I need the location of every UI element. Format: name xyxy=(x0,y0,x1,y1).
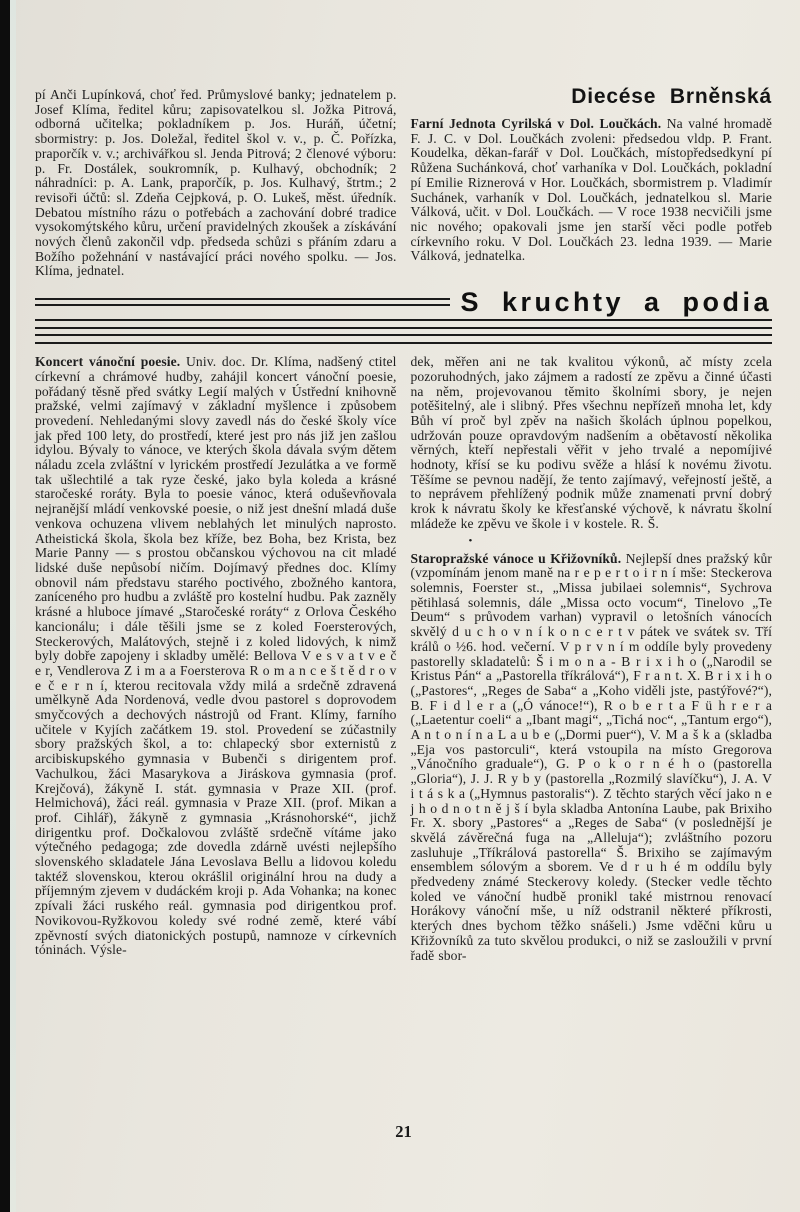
section-heading-band xyxy=(35,288,772,344)
krizovnici-article-text: Nejlepší dnes pražský kůr (vzpomínám jenom maně na r e p e r t o i r n í mše: Steckerova solemnis, Foerster st., „Missa jubilaei solemnis“, Sychrova pětihlasá solemnis, dále „Missa octo vocum“, Tinelovo „Te Deum“ s průvodem varhan) vypravil o letošních vánocích skvělý d u c h o v n í k o n c e r t v pátek ve svátek sv. Tří králů o ½6. hod. večerní. V p r v n í m oddíle byly provedeny pastorelly skladatelů: Š i m o n a - B r i x i h o („Narodil se Kristus Pán“ a „Pastorella tříkrálová“), F r a n t. X. B r i x i h o („Pastores“, „Reges de Saba“ a „Koho viděli jste, pastýřové?“), B. F i d l e r a („Ó vánoce!“), R o b e r t a F ü h r e r a („Laetentur coeli“ a „Ibant magi“, „Tichá noc“, „Tantum ergo“), A n t o n í n a L a u b e („Dormi puer“), V. M a š k a (skladba „Eja vos pastorculi“, která vstoupila na místo Gregorova „Vánočního graduale“), G. P o k o r n é h o (pastorella „Gloria“), J. J. R y b y (pastorella „Rozmilý slavíčku“), J. A. V i t á s k a („Hymnus pastoralis“). Z těchto starých věcí jako n e j h o d n o t n ě j š í byla skladba Antonína Laube, pak Brixiho Fr. X. sbory „Pastores“ a „Reges de Saba“ (v poslednější je skvělá závěrečná fuga na „Alleluja“); zvláštního pozoru zasluhuje „Tříkrálová pastorella“ Š. Brixiho se zajímavým ensemblem sólovým a sborem. Ve d r u h é m oddílu byly předvedeny známé Steckerovy koledy. (Stecker vedle těchto koled ve vánoční hudbě pronikl také mistrnou renovací Horákovy vánoční mše, u níž odstranil některé příkrosti, kterých dnes bychom těžko snášeli.) Jsme vděčni kůru u Křižovníků za tuto skvělou produkci, o niž se zasloužili v první řadě sbor- xyxy=(410,550,772,963)
section-title: S kruchty a podia xyxy=(460,287,772,318)
concert-article-lead: Koncert vánoční poesie. xyxy=(35,354,181,370)
rule-line xyxy=(35,304,450,306)
section-heading-row xyxy=(35,288,772,316)
page-content xyxy=(35,85,772,963)
krizovnici-article-lead: Staropražské vánoce u Křižovníků. xyxy=(410,550,622,566)
concert-article xyxy=(35,355,397,958)
top-left-column xyxy=(35,88,397,279)
top-right-column xyxy=(410,85,773,279)
main-right-column xyxy=(411,355,773,963)
top-section xyxy=(35,85,772,279)
diocese-article-text: Na valné hromadě F. J. C. v Dol. Loučkách zvoleni: předsedou vldp. P. Frant. Koudelka, děkan-farář v Dol. Loučkách, místopředsedkyní pí Růžena Suchánková, choť varhaníka v Dol. Loučkách, pokladní pí Emilie Riznerová v Hor. Loučkách, sbormistrem p. Vladimír Suchánek, varhaník v Dol. Loučkách, jednatelkou sl. Marie Válková, učit. v Dol. Loučkách. — V roce 1938 necvičili jsme nic nového; opakovali jsme jen starší věci podle potřeb církevního roku. V Dol. Loučkách 23. ledna 1939. — Marie Válková, jednatelka. xyxy=(410,116,772,264)
page-number: 21 xyxy=(395,1122,412,1141)
diocese-article-lead: Farní Jednota Cyrilská v Dol. Loučkách. xyxy=(410,116,662,131)
diocese-heading: Diecése Brněnská xyxy=(571,85,772,108)
diocese-paragraph xyxy=(411,117,773,264)
decorative-double-rule xyxy=(35,334,772,344)
concert-article-text: Univ. doc. Dr. Klíma, nadšený ctitel církevní a chrámové hudby, zahájil koncert vánoční poesie, pořádaný těsně před svátky Legií malých v Ústřední knihovně pražské, velmi zajímavý v základní myšlence i způsobem provedení. Nehledanými slovy zavedl nás do české školy více jak před 100 lety, do prostředí, které jest pro nás již jen zašlou idylou. Bývaly to vánoce, ve kterých škola dávala svým dětem náladu zcela zvláštní v lyrickém prostředí Jezulátka a ve formě tak ušlechtilé a tak ryze české, jako byla koleda a krásné staročeské roráty. Byla to poesie vánoc, která oduševňovala nejranější mládí venkovské poesie, o niž jest dnešní mladá duše venkova ochuzena vlivem neblahých let minulých naprosto. Atheistická škola, škola bez kříže, bez Boha, bez Krista, bez Marie Panny — s prostou občanskou výchovou na cit mladé lidské duše nepůsobí ničím. Dojímavý přednes doc. Klímy obnovil nám představu starého poctivého, zbožného kantora, zaníceného pro hudbu a zvláště pro kostelní hudbu. Pak zazněly krásné a hluboce jímavé „Staročeské roráty“ z Orlova Českého kancionálu; i dále těšili jsme se z koled Foersterových, Steckerových, Malátových, stejně i z koled lidových, k nimž byly dobře zapojeny i skladby umělé: Bellova V e s v a t v e č e r, Vendlerova Z i m a a Foersterova R o m a n c e š t ě d r o v e č e r n í, kterou recitovala vždy milá a srdečně zdravená umělkyně Ada Nordenová, vedle dvou pastorel s doprovodem smyčcových a dechových nástrojů od Frant. Klímy, farního učitele v Kyjích začátkem 19. stol. Provedení se zúčastnily sbory pražských škol, a to: chlapecký sbor externistů z arcibiskupského gymnasia v Bubenči s dirigentem prof. Vachulkou, žáci Masarykova a Jiráskova gymnasia (prof. Krejčová), žákyně I. stát. gymnasia v Praze XII. (prof. Helmichová), žáci reál. gymnasia v Praze XII. (prof. Mikan a prof. Cihlář), žákyně z gymnasia „Krásnohorské“, jichž dirigentku prof. Dočkalovou zvláště srdečně vítáme jako výtečného pedagoga; zde dovedla zdárně uvésti nejlepšího slovenského skladatele Jána Levoslava Bellu a lidovou koledu taktéž slovenskou, kterou okrášlil originální hrou na dudy a příjemným zjevem v dudáckém kroji p. Ada Vohanka; na konec zpívali žáci ruského reál. gymnasia pod dirigentkou prof. Novikovou-Ryžkovou koledy své rodné země, které vábí zpěvností svých diatonických postupů, namnoze v církevních tóninách. Výsle- xyxy=(35,354,397,958)
decorative-rules-left xyxy=(35,298,450,306)
main-columns xyxy=(35,355,772,963)
main-left-column xyxy=(35,355,397,963)
krizovnici-article xyxy=(411,552,773,964)
binding-edge-highlight xyxy=(10,0,16,1212)
decorative-double-rule xyxy=(35,319,772,329)
concert-article-continuation: dek, měřen ani ne tak kvalitou výkonů, ač místy zcela pozoruhodných, jako zájmem a radostí ze zpěvu a činné účasti na něm, projevovanou těmito školními sbory, je nejen potěšitelný, ale i slibný. Přes všechnu nepřízeň mnoha let, kdy Bůh ví proč byl zpěv na našich školách úplnou popelkou, udržován pouze opravdovým nadšením a obětavostí několika věrných, kteří nepřestali věřit v jeho trvalé a nepomíjivé hodnoty, křísí se ku podivu svěže a hlásí k novému životu. Těšíme se pevnou nadějí, že tento zajímavý, veřejností ještě, a to neprávem přehlížený podnik může znamenati první dobrý krok k návratu školy ke křesťanské výchově, k návratu školní mládeže ke zpěvu ve škole i v kostele. R. Š. xyxy=(410,354,772,531)
rule-line xyxy=(35,298,450,300)
continuation-paragraph: pí Anči Lupínková, choť řed. Průmyslové banky; jednatelem p. Josef Klíma, ředitel kůru; zapisovatelkou sl. Jožka Pitrová, odborná učitelka; pokladníkem p. Jos. Huráň, účetní; sbormistry: p. Jos. Doležal, ředitel škol v. v., p. Č. Pořízka, praporčík v. v.; archivářkou sl. Jenda Pitrová; 2 členové výboru: p. Fr. Dostálek, soukromník, p. Kulhavý, obchodník; 2 náhradníci: p. A. Lank, praporčík, p. Jos. Kulhavý, štrtm.; 2 revisoři účtů: sl. Zdeňa Cejpková, p. O. Lukeš, měst. úředník. Debatou místního rázu o potřebách a zachování dobré tradice vysokomýtského kůru, určení pravidelných zkoušek a získávání nových členů zakončil vdp. předseda schůzi s přáním zdaru a Božího požehnání v nastávající práci nového spolku. — Jos. Klíma, jednatel. xyxy=(35,87,397,279)
binding-edge xyxy=(0,0,10,1212)
paragraph-separator-dot: • xyxy=(468,534,473,547)
